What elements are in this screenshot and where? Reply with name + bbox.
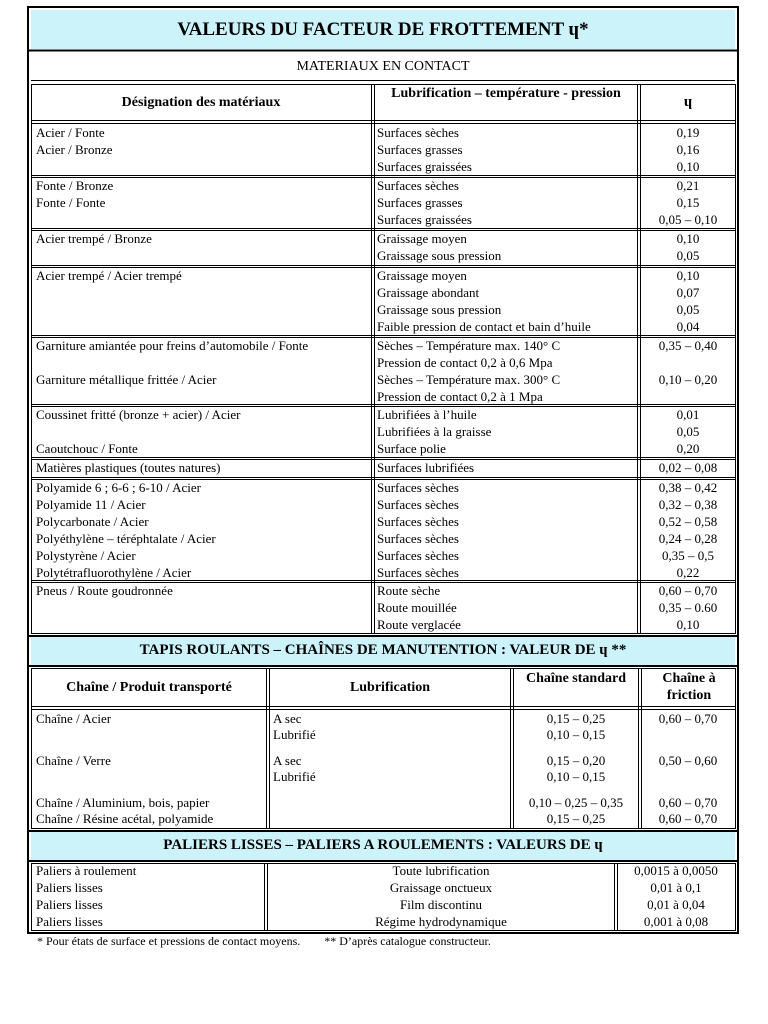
mu-value-cell: 0,32 – 0,38: [658, 497, 718, 512]
lubrication-cell: Graissage moyen: [377, 268, 467, 283]
lubrication-cell: Route mouillée: [377, 600, 457, 615]
lubrication-cell: Faible pression de contact et bain d’huile: [377, 319, 591, 334]
bearing-value-cell: 0,001 à 0,08: [643, 914, 709, 929]
lubrication-cell: Graissage abondant: [377, 285, 480, 300]
mu-value-cell: 0,60 – 0,70: [658, 583, 718, 598]
mu-value-cell: 0,10: [676, 231, 700, 246]
bearing-value-cell: 0,0015 à 0,0050: [634, 863, 718, 878]
lubrication-cell: Surfaces grasses: [377, 142, 463, 157]
material-cell: Polyamide 11 / Acier: [36, 497, 146, 512]
mu-value-cell: 0,16: [676, 142, 700, 157]
bearing-lubrication-cell: Régime hydrodynamique: [375, 914, 507, 929]
mu-value-cell: 0,05: [676, 248, 700, 263]
header-chain-lubrication: Lubrification: [349, 680, 431, 695]
material-cell: Fonte / Bronze: [36, 178, 114, 193]
lubrication-cell: Surfaces sèches: [377, 531, 459, 546]
chain-product-cell: Chaîne / Aluminium, bois, papier: [36, 795, 210, 810]
page-title: VALEURS DU FACTEUR DE FROTTEMENT ɥ*: [177, 19, 589, 40]
lubrication-cell: Graissage sous pression: [377, 248, 502, 263]
lubrication-cell: Surfaces sèches: [377, 548, 459, 563]
lubrication-cell: Lubrifiées à la graisse: [377, 424, 492, 439]
lubrication-cell: Surfaces lubrifiées: [377, 460, 475, 475]
material-cell: Coussinet fritté (bronze + acier) / Acier: [36, 407, 241, 422]
chain-product-cell: Chaîne / Verre: [36, 753, 111, 768]
chain-lubrication-cell: A sec: [273, 753, 302, 768]
lubrication-cell: Surfaces sèches: [377, 178, 459, 193]
chain-lubrication-cell: Lubrifié: [273, 769, 316, 784]
material-cell: Polyamide 6 ; 6-6 ; 6-10 / Acier: [36, 480, 202, 495]
chain-product-cell: Chaîne / Résine acétal, polyamide: [36, 811, 214, 826]
bearing-lubrication-cell: Graissage onctueux: [389, 880, 493, 895]
header-lubrication: Lubrification – température - pression: [391, 86, 621, 101]
mu-value-cell: 0,10 – 0,20: [658, 372, 718, 387]
mu-value-cell: 0,10: [676, 617, 700, 632]
section3-title: PALIERS LISSES – PALIERS A ROULEMENTS : VALEURS DE ɥ: [163, 837, 603, 853]
lubrication-cell: Surfaces graissées: [377, 159, 472, 174]
mu-value-cell: 0,07: [676, 285, 700, 300]
lubrication-cell: Graissage sous pression: [377, 302, 502, 317]
chain-lubrication-cell: A sec: [273, 711, 302, 726]
chain-standard-cell: 0,15 – 0,25: [546, 711, 606, 726]
lubrication-cell: Graissage moyen: [377, 231, 467, 246]
material-cell: Polytétrafluorothylène / Acier: [36, 565, 192, 580]
mu-value-cell: 0,35 – 0,40: [658, 338, 718, 353]
chain-friction-cell: 0,60 – 0,70: [658, 711, 718, 726]
header-chain-friction: Chaîne à friction: [662, 671, 716, 703]
mu-value-cell: 0,19: [676, 125, 700, 140]
bearing-lubrication-cell: Toute lubrification: [392, 863, 490, 878]
mu-value-cell: 0,20: [676, 441, 700, 456]
mu-value-cell: 0,21: [676, 178, 700, 193]
material-cell: Pneus / Route goudronnée: [36, 583, 173, 598]
chain-standard-cell: 0,10 – 0,25 – 0,35: [528, 795, 624, 810]
header-chain-product: Chaîne / Produit transporté: [66, 680, 232, 695]
material-cell: Matières plastiques (toutes natures): [36, 460, 221, 475]
mu-value-cell: 0,04: [676, 319, 700, 334]
material-cell: Acier / Bronze: [36, 142, 113, 157]
lubrication-cell: Surfaces sèches: [377, 514, 459, 529]
chain-friction-cell: 0,50 – 0,60: [658, 753, 718, 768]
mu-value-cell: 0,15: [676, 195, 700, 210]
header-materials: Désignation des matériaux: [121, 95, 281, 110]
bearing-type-cell: Paliers lisses: [36, 914, 103, 929]
lubrication-cell: Surfaces sèches: [377, 497, 459, 512]
lubrication-cell: Sèches – Température max. 140° C: [377, 338, 561, 353]
mu-value-cell: 0,38 – 0,42: [658, 480, 718, 495]
header-chain-standard: Chaîne standard: [526, 671, 626, 686]
lubrication-cell: Pression de contact 0,2 à 1 Mpa: [377, 389, 543, 404]
bearing-value-cell: 0,01 à 0,1: [650, 880, 702, 895]
mu-value-cell: 0,05: [676, 424, 700, 439]
lubrication-cell: Sèches – Température max. 300° C: [377, 372, 561, 387]
header-mu: ɥ: [683, 94, 693, 110]
lubrication-cell: Pression de contact 0,2 à 0,6 Mpa: [377, 355, 553, 370]
chain-standard-cell: 0,10 – 0,15: [546, 769, 606, 784]
lubrication-cell: Surfaces sèches: [377, 480, 459, 495]
mu-value-cell: 0,35 – 0,5: [662, 548, 714, 563]
material-cell: Caoutchouc / Fonte: [36, 441, 138, 456]
footnote: * Pour états de surface et pressions de contact moyens. ** D’après catalogue constructeur.: [37, 934, 491, 948]
lubrication-cell: Surfaces sèches: [377, 125, 459, 140]
chain-friction-cell: 0,60 – 0,70: [658, 811, 718, 826]
chain-standard-cell: 0,10 – 0,15: [546, 727, 606, 742]
mu-value-cell: 0,52 – 0,58: [658, 514, 718, 529]
mu-value-cell: 0,10: [676, 159, 700, 174]
lubrication-cell: Route sèche: [377, 583, 441, 598]
section2-title: TAPIS ROULANTS – CHAÎNES DE MANUTENTION : VALEUR DE ɥ **: [139, 642, 627, 658]
material-cell: Garniture métallique frittée / Acier: [36, 372, 217, 387]
material-cell: Polystyrène / Acier: [36, 548, 136, 563]
bearing-type-cell: Paliers lisses: [36, 897, 103, 912]
material-cell: Polyéthylène – téréphtalate / Acier: [36, 531, 216, 546]
bearing-type-cell: Paliers lisses: [36, 880, 103, 895]
lubrication-cell: Lubrifiées à l’huile: [377, 407, 477, 422]
mu-value-cell: 0,10: [676, 268, 700, 283]
material-cell: Polycarbonate / Acier: [36, 514, 149, 529]
mu-value-cell: 0,02 – 0,08: [658, 460, 718, 475]
mu-value-cell: 0,22: [676, 565, 700, 580]
lubrication-cell: Surfaces sèches: [377, 565, 459, 580]
lubrication-cell: Route verglacée: [377, 617, 461, 632]
bearing-value-cell: 0,01 à 0,04: [647, 897, 705, 912]
chain-standard-cell: 0,15 – 0,25: [546, 811, 606, 826]
material-cell: Garniture amiantée pour freins d’automobile / Fonte: [36, 338, 309, 353]
mu-value-cell: 0,35 – 0.60: [658, 600, 718, 615]
lubrication-cell: Surface polie: [377, 441, 446, 456]
bearing-type-cell: Paliers à roulement: [36, 863, 137, 878]
mu-value-cell: 0,01: [676, 407, 700, 422]
material-cell: Acier / Fonte: [36, 125, 105, 140]
lubrication-cell: Surfaces graissées: [377, 212, 472, 227]
mu-value-cell: 0,24 – 0,28: [658, 531, 718, 546]
lubrication-cell: Surfaces grasses: [377, 195, 463, 210]
material-cell: Acier trempé / Acier trempé: [36, 268, 182, 283]
mu-value-cell: 0,05: [676, 302, 700, 317]
chain-friction-cell: 0,60 – 0,70: [658, 795, 718, 810]
bearing-lubrication-cell: Film discontinu: [400, 897, 482, 912]
chain-lubrication-cell: Lubrifié: [273, 727, 316, 742]
chain-product-cell: Chaîne / Acier: [36, 711, 112, 726]
mu-value-cell: 0,05 – 0,10: [658, 212, 718, 227]
material-cell: Acier trempé / Bronze: [36, 231, 152, 246]
material-cell: Fonte / Fonte: [36, 195, 106, 210]
chain-standard-cell: 0,15 – 0,20: [546, 753, 606, 768]
section1-subtitle: MATERIAUX EN CONTACT: [296, 59, 470, 74]
